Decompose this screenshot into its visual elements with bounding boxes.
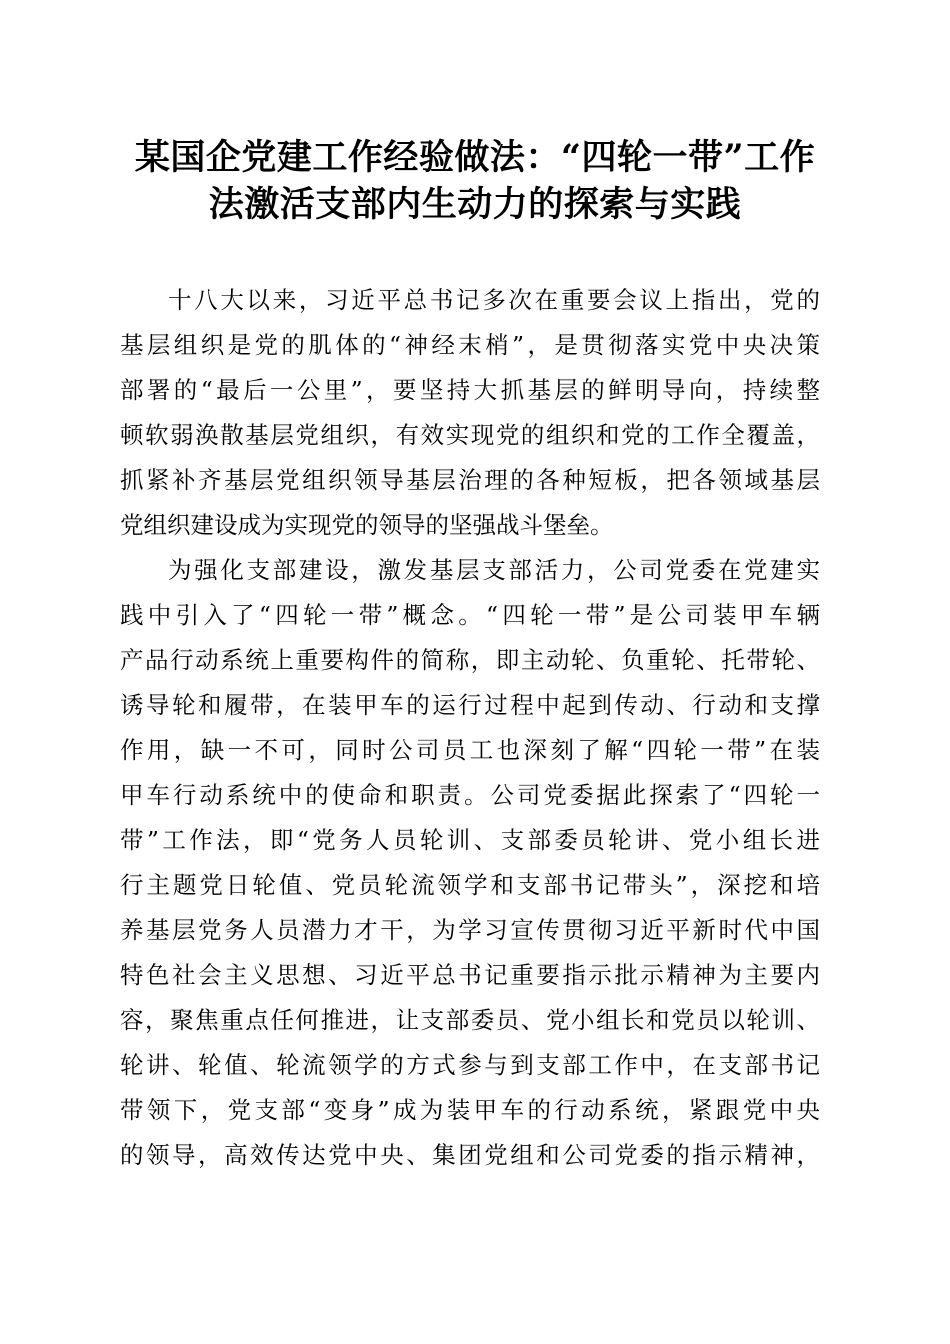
text-line: 部署的“最后一公里”，要坚持大抓基层的鲜明导向，持续整 bbox=[120, 376, 820, 404]
text-line: 践中引入了“四轮一带”概念。“四轮一带”是公司装甲车辆 bbox=[120, 601, 820, 629]
text-line: 特色社会主义思想、习近平总书记重要指示批示精神为主要内 bbox=[120, 961, 820, 989]
paragraph-2 bbox=[120, 548, 820, 1178]
text-line: 带领下，党支部“变身”成为装甲车的行动系统，紧跟党中央 bbox=[120, 1096, 820, 1124]
text-line: 抓紧补齐基层党组织领导基层治理的各种短板，把各领域基层 bbox=[120, 466, 820, 494]
text-line: 党组织建设成为实现党的领导的坚强战斗堡垒。 bbox=[120, 511, 614, 539]
text-line: 诱导轮和履带，在装甲车的运行过程中起到传动、行动和支撑 bbox=[120, 691, 820, 719]
paragraph-1 bbox=[120, 278, 820, 548]
text-line: 的领导，高效传达党中央、集团党组和公司党委的指示精神， bbox=[120, 1141, 820, 1169]
text-line: 行主题党日轮值、党员轮流领学和支部书记带头”，深挖和培 bbox=[120, 871, 820, 899]
text-line: 产品行动系统上重要构件的简称，即主动轮、负重轮、托带轮、 bbox=[120, 646, 820, 674]
title-line: 某国企党建工作经验做法：“四轮一带”工作 bbox=[134, 137, 816, 178]
text-line: 甲车行动系统中的使命和职责。公司党委据此探索了“四轮一 bbox=[120, 781, 820, 809]
text-line: 十八大以来，习近平总书记多次在重要会议上指出，党的 bbox=[168, 286, 820, 314]
text-line: 带”工作法，即“党务人员轮训、支部委员轮讲、党小组长进 bbox=[120, 826, 820, 854]
text-line: 轮讲、轮值、轮流领学的方式参与到支部工作中，在支部书记 bbox=[120, 1051, 820, 1079]
text-line: 顿软弱涣散基层党组织，有效实现党的组织和党的工作全覆盖， bbox=[120, 421, 820, 449]
text-line: 作用，缺一不可，同时公司员工也深刻了解“四轮一带”在装 bbox=[120, 736, 820, 764]
title-line: 法激活支部内生动力的探索与实践 bbox=[208, 184, 742, 225]
text-line: 容，聚焦重点任何推进，让支部委员、党小组长和党员以轮训、 bbox=[120, 1006, 820, 1034]
text-line: 基层组织是党的肌体的“神经末梢”，是贯彻落实党中央决策 bbox=[120, 331, 820, 359]
document-body bbox=[120, 278, 820, 1178]
text-line: 为强化支部建设，激发基层支部活力，公司党委在党建实 bbox=[168, 556, 820, 584]
text-line: 养基层党务人员潜力才干，为学习宣传贯彻习近平新时代中国 bbox=[120, 916, 820, 944]
document-title bbox=[110, 134, 840, 228]
